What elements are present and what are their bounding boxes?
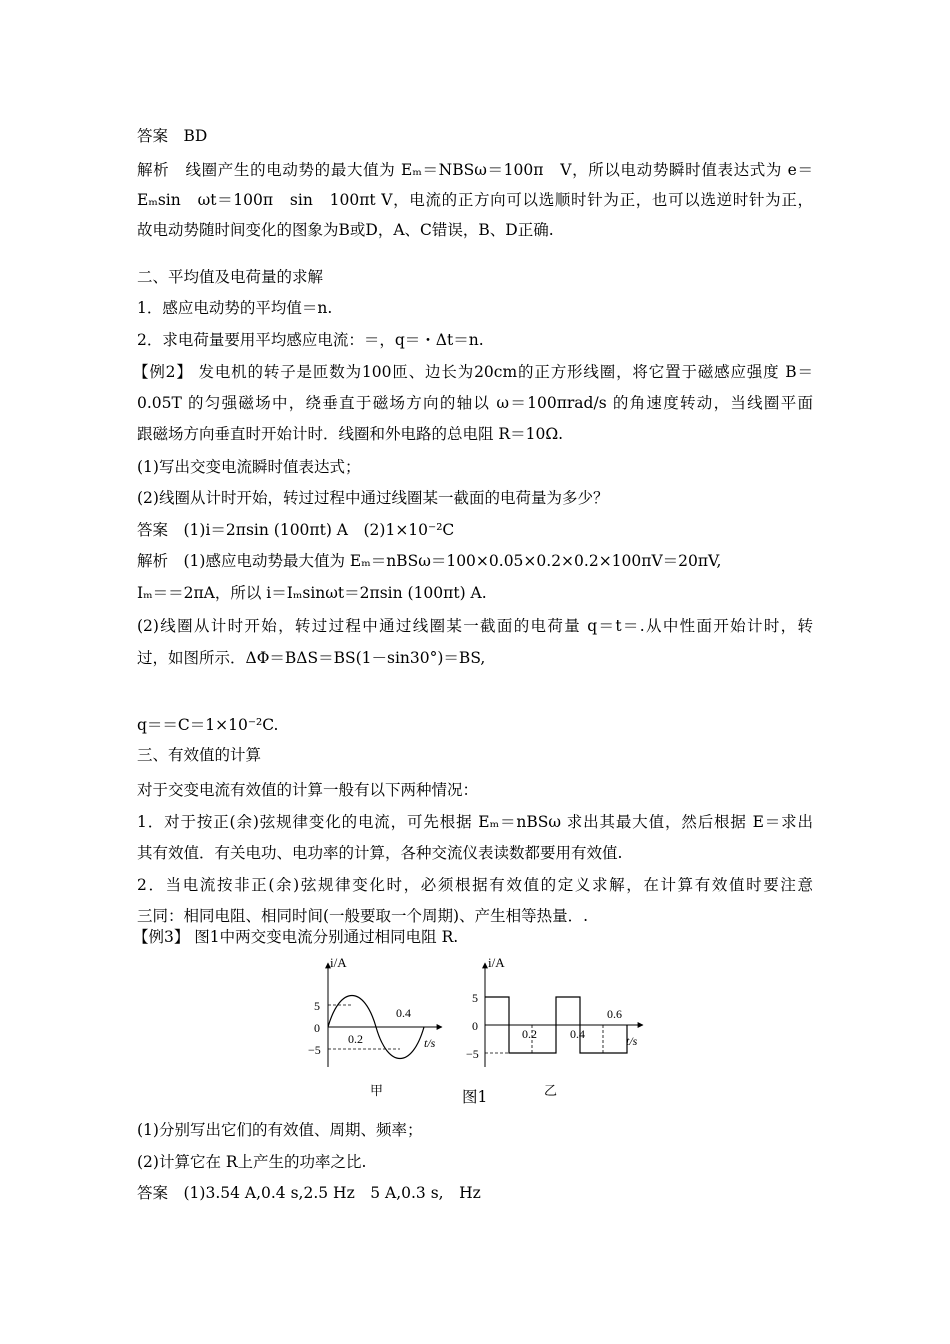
rms-point-1-line-2: 其有效值．有关电功、电功率的计算，各种交流仪表读数都要用有效值. <box>137 844 623 862</box>
analysis-2-line-4: 过，如图所示．ΔΦ＝BΔS＝BS(1－sin30°)＝BS, <box>137 649 486 667</box>
y-tick-5-jia: 5 <box>314 999 320 1013</box>
y-tick-neg5-jia: −5 <box>308 1043 321 1057</box>
x-label-yi: t/s <box>626 1034 638 1048</box>
x-tick-02-yi: 0.2 <box>522 1027 537 1041</box>
point-2: 2．求电荷量要用平均感应电流：＝，q＝・Δt＝n. <box>137 331 484 349</box>
example-2-line-2: 0.05T 的匀强磁场中，绕垂直于磁场方向的轴以 ω＝100πrad/s 的角速度转动，当线圈平面 <box>137 394 813 412</box>
y-tick-neg5-yi: −5 <box>466 1047 479 1061</box>
section-heading-3: 三、有效值的计算 <box>137 746 262 764</box>
analysis-line-3: 故电动势随时间变化的图象为B或D，A、C错误，B、D正确. <box>137 221 554 239</box>
answer-line-1: 答案 BD <box>137 127 208 145</box>
answer-line-2: 答案 (1)i＝2πsin (100πt) A (2)1×10⁻²C <box>137 521 455 539</box>
analysis-line-1: 解析 线圈产生的电动势的最大值为 Eₘ＝NBSω＝100π V，所以电动势瞬时值表达式为 e＝ <box>137 161 813 179</box>
example-2-line-3: 跟磁场方向垂直时开始计时．线圈和外电路的总电阻 R＝10Ω. <box>137 425 564 443</box>
graph-jia <box>308 955 442 1098</box>
x-tick-04-yi: 0.4 <box>570 1027 585 1041</box>
y-label-yi: i/A <box>488 955 505 970</box>
analysis-2-line-5: q＝＝C＝1×10⁻²C. <box>137 716 279 734</box>
rms-intro: 对于交变电流有效值的计算一般有以下两种情况： <box>137 781 479 799</box>
y-label-jia: i/A <box>330 955 347 970</box>
graph-yi <box>466 955 643 1098</box>
x-tick-04-jia: 0.4 <box>396 1006 411 1020</box>
answer-line-3: 答案 (1)3.54 A,0.4 s,2.5 Hz 5 A,0.3 s, Hz <box>137 1184 481 1202</box>
y-tick-0-yi: 0 <box>472 1019 478 1033</box>
point-1: 1．感应电动势的平均值＝n. <box>137 299 333 317</box>
question-1: (1)写出交变电流瞬时值表达式； <box>137 458 361 476</box>
question-2: (2)线圈从计时开始，转过过程中通过线圈某一截面的电荷量为多少？ <box>137 489 609 507</box>
x-tick-02-jia: 0.2 <box>348 1032 363 1046</box>
figure-caption: 图1 <box>462 1088 488 1106</box>
y-tick-0-jia: 0 <box>314 1021 320 1035</box>
example-2-line-1: 【例2】 发电机的转子是匝数为100匝、边长为20cm的正方形线圈，将它置于磁感应强度 B＝ <box>133 363 813 381</box>
question-3-2: (2)计算它在 R上产生的功率之比. <box>137 1153 367 1171</box>
rms-point-2-line-2: 三同：相同电阻、相同时间(一般要取一个周期)、产生相等热量．. <box>137 907 589 925</box>
analysis-2-line-2: Iₘ＝＝2πA，所以 i＝Iₘsinωt＝2πsin (100πt) A. <box>137 584 487 602</box>
rms-point-2-line-1: 2．当电流按非正(余)弦规律变化时，必须根据有效值的定义求解，在计算有效值时要注意 <box>137 876 813 894</box>
example-3-line: 【例3】 图1中两交变电流分别通过相同电阻 R. <box>133 928 459 946</box>
analysis-line-2: Eₘsin ωt＝100π sin 100πt V，电流的正方向可以选顺时针为正，也可以选逆时针为正， <box>137 191 813 209</box>
analysis-2-line-3: (2)线圈从计时开始，转过过程中通过线圈某一截面的电荷量 q＝t＝.从中性面开始计时，转 <box>137 617 813 635</box>
x-label-jia: t/s <box>424 1036 436 1050</box>
question-3-1: (1)分别写出它们的有效值、周期、频率； <box>137 1121 423 1139</box>
x-tick-06-yi: 0.6 <box>607 1007 622 1021</box>
analysis-2-line-1: 解析 (1)感应电动势最大值为 Eₘ＝nBSω＝100×0.05×0.2×0.2×100πV＝20πV, <box>137 552 722 570</box>
caption-yi: 乙 <box>544 1083 558 1098</box>
section-heading-2: 二、平均值及电荷量的求解 <box>137 268 324 286</box>
rms-point-1-line-1: 1．对于按正(余)弦规律变化的电流，可先根据 Eₘ＝nBSω 求出其最大值，然后根据 E＝求出 <box>137 813 813 831</box>
y-tick-5-yi: 5 <box>472 991 478 1005</box>
caption-jia: 甲 <box>370 1083 384 1098</box>
